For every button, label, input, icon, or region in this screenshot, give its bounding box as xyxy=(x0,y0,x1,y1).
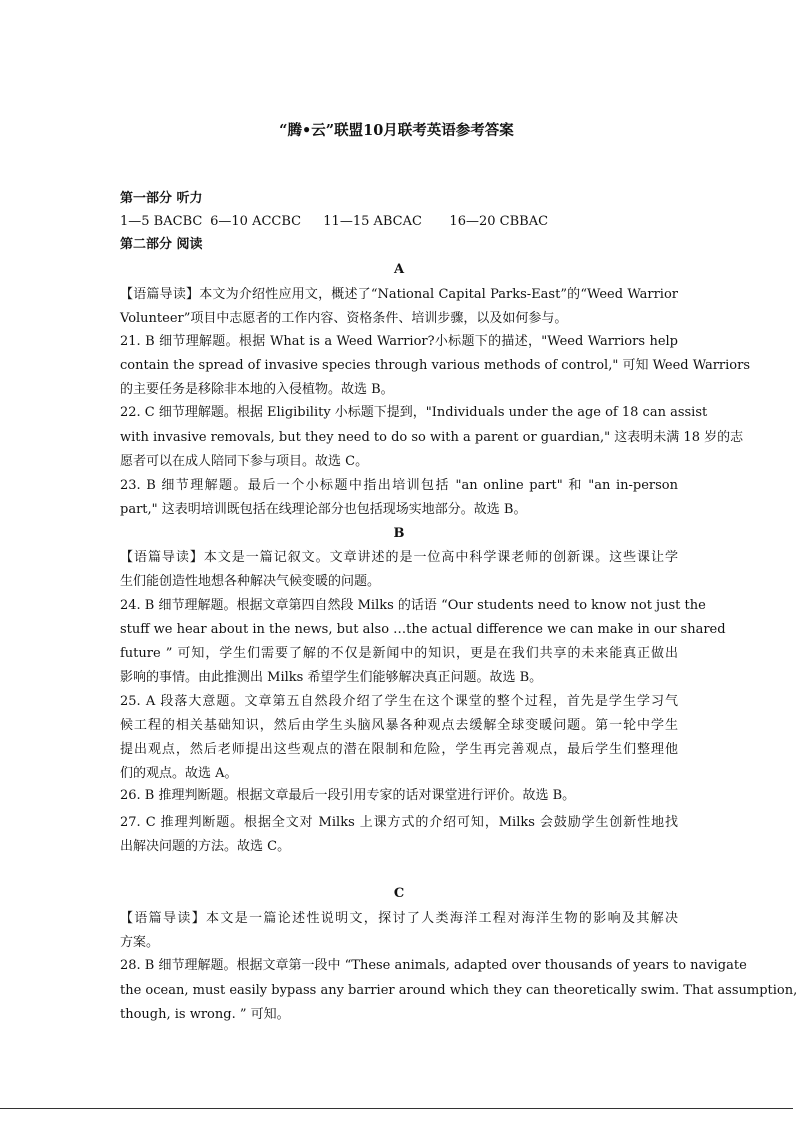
section-c-line: 【语篇导读】本文是一篇论述性说明文，探讨了人类海洋工程对海洋生物的影响及其解决 xyxy=(120,911,678,926)
section-a-line: 愿者可以在成人陪同下参与项目。故选 C。 xyxy=(120,454,369,469)
page-title: “腾•云”联盟10月联考英语参考答案 xyxy=(279,122,514,139)
section-b-line: stuff we hear about in the news, but also …the actual difference we can make in our shared xyxy=(120,622,726,637)
section-b-line: 候工程的相关基础知识，然后由学生头脑风暴各种观点去缓解全球变暖问题。第一轮中学生 xyxy=(120,718,678,733)
section-a-line: 21. B 细节理解题。根据 What is a Weed Warrior?小标题下的描述，"Weed Warriors help xyxy=(120,334,678,349)
section-c-line: 方案。 xyxy=(120,935,160,950)
section-b-line: 25. A 段落大意题。文章第五自然段介绍了学生在这个课堂的整个过程，首先是学生学习气 xyxy=(120,694,678,709)
section-b-line: future ” 可知，学生们需要了解的不仅是新闻中的知识，更是在我们共享的未来能真正做出 xyxy=(120,646,678,661)
section-a-line: Volunteer”项目中志愿者的工作内容、资格条件、培训步骤，以及如何参与。 xyxy=(120,311,568,326)
section-c-line: the ocean, must easily bypass any barrier around which they can theoretically swim. That assumption, xyxy=(120,983,797,998)
section-b-label: B xyxy=(393,526,405,541)
section-c-line: 28. B 细节理解题。根据文章第一段中 “These animals, adapted over thousands of years to navigate xyxy=(120,958,747,973)
footer-divider xyxy=(0,1108,793,1109)
section-a-line: 的主要任务是移除非本地的入侵植物。故选 B。 xyxy=(120,382,394,397)
section-c-label: C xyxy=(393,886,405,901)
section-a-label: A xyxy=(393,262,405,277)
section-b-line: 27. C 推理判断题。根据全文对 Milks 上课方式的介绍可知，Milks 会鼓励学生创新性地找 xyxy=(120,815,678,830)
section-b-line: 26. B 推理判断题。根据文章最后一段引用专家的话对课堂进行评价。故选 B。 xyxy=(120,788,576,803)
answer-group-3: 11—15 ABCAC xyxy=(323,214,422,229)
section-b-line: 影响的事情。由此推测出 Milks 希望学生们能够解决真正问题。故选 B。 xyxy=(120,670,543,685)
answer-group-1: 1—5 BACBC xyxy=(120,214,203,229)
listening-answers xyxy=(120,213,678,231)
section-b-line: 24. B 细节理解题。根据文章第四自然段 Milks 的话语 “Our students need to know not just the xyxy=(120,598,706,613)
part2-heading: 第二部分 阅读 xyxy=(120,237,203,252)
answer-group-4: 16—20 CBBAC xyxy=(449,214,549,229)
section-b-line: 生们能创造性地想各种解决气候变暖的问题。 xyxy=(120,574,381,589)
section-b-line: 们的观点。故选 A。 xyxy=(120,766,238,781)
section-a-line: 22. C 细节理解题。根据 Eligibility 小标题下提到，"Individuals under the age of 18 can assist xyxy=(120,405,708,420)
section-b-line: 【语篇导读】本文是一篇记叙文。文章讲述的是一位高中科学课老师的创新课。这些课让学 xyxy=(120,550,678,565)
section-b-line: 出解决问题的方法。故选 C。 xyxy=(120,839,291,854)
section-a-line: 23. B 细节理解题。最后一个小标题中指出培训包括 "an online part" 和 "an in-person xyxy=(120,478,678,493)
section-a-line: 【语篇导读】本文为介绍性应用文，概述了“National Capital Parks-East”的“Weed Warrior xyxy=(120,287,678,302)
section-a-line: contain the spread of invasive species through various methods of control," 可知 Weed Warriors xyxy=(120,358,751,373)
section-a-line: with invasive removals, but they need to do so with a parent or guardian," 这表明未满 18 岁的志 xyxy=(120,430,744,445)
answer-group-2: 6—10 ACCBC xyxy=(210,214,302,229)
section-a-line: part," 这表明培训既包括在线理论部分也包括现场实地部分。故选 B。 xyxy=(120,502,527,517)
section-b-line: 提出观点，然后老师提出这些观点的潜在限制和危险，学生再完善观点，最后学生们整理他 xyxy=(120,742,678,757)
part1-heading: 第一部分 听力 xyxy=(120,191,203,206)
section-c-line: though, is wrong. ” 可知。 xyxy=(120,1007,290,1022)
